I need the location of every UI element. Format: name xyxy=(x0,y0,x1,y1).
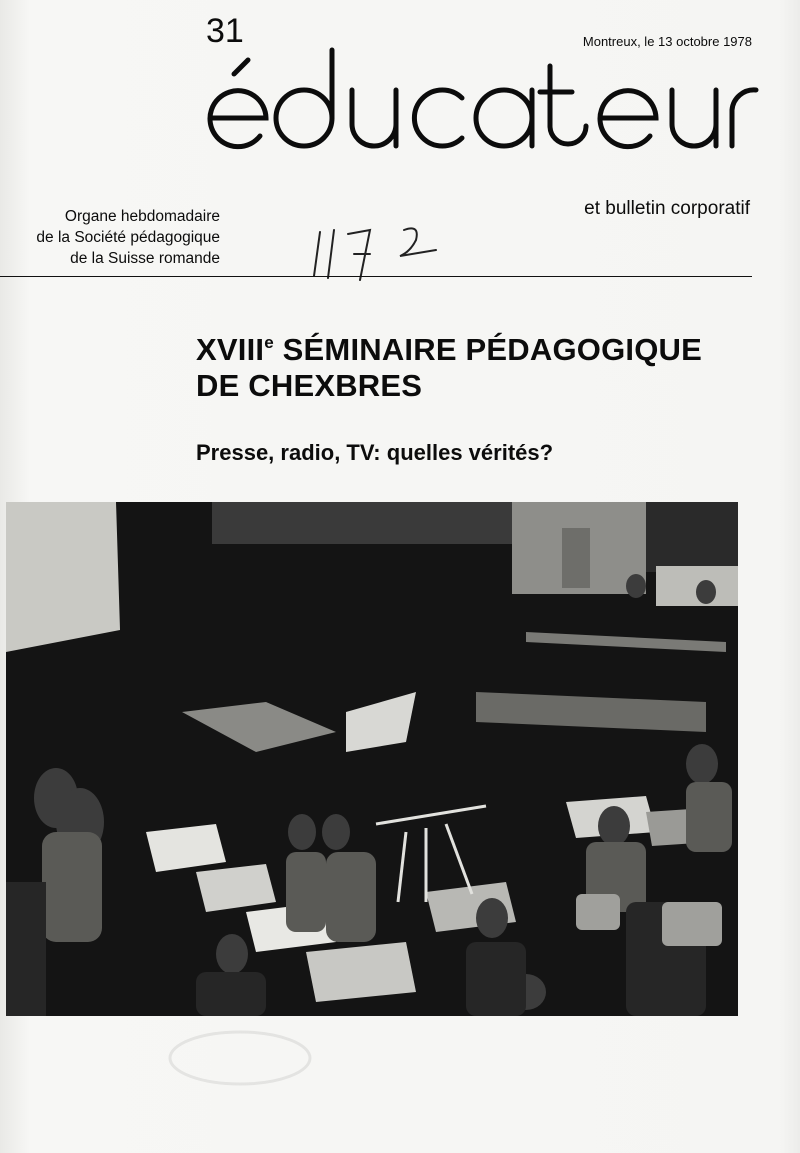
publisher-block xyxy=(36,206,220,269)
header-divider xyxy=(0,276,752,277)
headline-line-2: DE CHEXBRES xyxy=(196,368,423,403)
publisher-line-2: de la Société pédagogique xyxy=(36,229,220,246)
masthead-subtitle: et bulletin corporatif xyxy=(584,198,750,219)
masthead-logo xyxy=(200,44,760,164)
show-through-stamp xyxy=(60,1028,320,1108)
issue-number: 31 xyxy=(206,12,244,50)
subheadline: Presse, radio, TV: quelles vérités? xyxy=(196,440,554,465)
headline-line-1: XVIIIe SÉMINAIRE PÉDAGOGIQUE xyxy=(196,332,702,367)
publisher-line-1: Organe hebdomadaire xyxy=(64,208,220,225)
masthead-title xyxy=(200,44,760,164)
date-line: Montreux, le 13 octobre 1978 xyxy=(582,34,752,49)
publisher-line-3: de la Suisse romande xyxy=(70,250,220,267)
cover-photo xyxy=(6,502,738,1016)
headline xyxy=(196,332,702,404)
handwritten-note xyxy=(308,220,448,284)
